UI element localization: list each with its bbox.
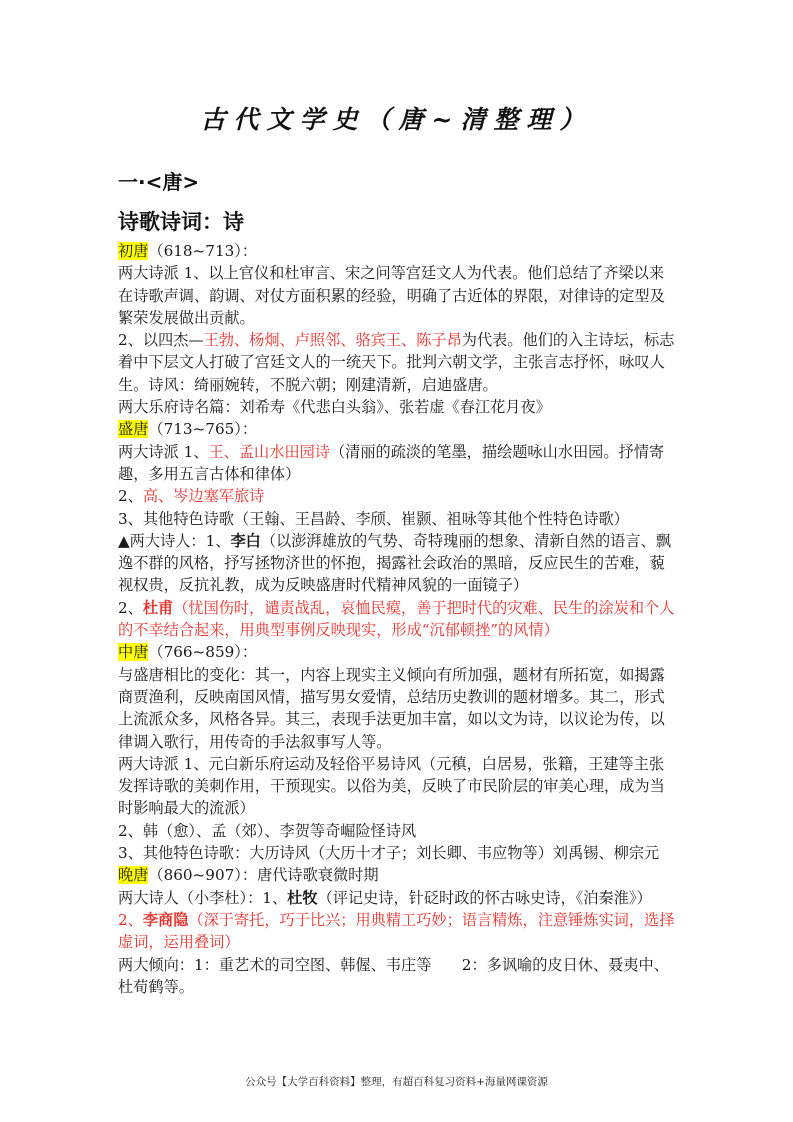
paragraph: 两大倾向：1：重艺术的司空图、韩偓、韦庄等 2：多讽喻的皮日休、聂夷中、杜荀鹤等。 bbox=[118, 955, 669, 996]
poet-name: 李商隐 bbox=[142, 910, 189, 929]
paragraph: 与盛唐相比的变化：其一，内容上现实主义倾向有所加强，题材有所拓宽，如揭露商贾渔利，反映南国风情，描写男女爱情，总结历史教训的题材增多。其二，形式上流派众多，风格各异。其三，表现手法更加丰富，如以文为诗，以议论为传，以律调入歌行，用传奇的手法叙事写人等。 bbox=[118, 665, 665, 751]
text: 2、 bbox=[118, 910, 143, 929]
period-dates: （766~859）： bbox=[148, 643, 258, 662]
document-body bbox=[118, 240, 678, 998]
footer-note: 公众号【大学百科资料】整理，有超百科复习资料+海量网课资源 bbox=[245, 1076, 548, 1088]
section-heading: 一·<唐> bbox=[118, 170, 200, 194]
text: （评记史诗，针砭时政的怀古咏史诗，《泊秦淮》） bbox=[317, 888, 652, 907]
paragraph bbox=[118, 909, 678, 954]
period-label-early-tang: 初唐 bbox=[118, 242, 149, 260]
paragraph: 两大诗派 1、元白新乐府运动及轻俗平易诗风（元稹，白居易，张籍，王建等主张发挥诗歌的美刺作用，干预现实。以俗为美，反映了市民阶层的审美心理，成为当时影响最大的流派） bbox=[118, 754, 665, 818]
late-tang-heading bbox=[118, 864, 678, 886]
red-names: 王勃、杨炯、卢照邻、骆宾王、陈子昂 bbox=[203, 331, 462, 350]
paragraph bbox=[118, 530, 678, 597]
period-label-late-tang: 晚唐 bbox=[118, 866, 149, 885]
red-text: 高、岑边塞军旅诗 bbox=[142, 487, 265, 506]
period-dates: （713~765）： bbox=[148, 420, 258, 439]
text: 为代表。他们的入主诗坛，标志着中下层文人打破了宫廷文人的一统天下。批判六朝文学，主张言志抒怀，咏叹人生。诗风：绮丽婉转，不脱六朝；刚建清新，启迪盛唐。 bbox=[118, 331, 675, 394]
early-tang-heading bbox=[118, 240, 678, 262]
period-label-mid-tang: 中唐 bbox=[118, 643, 149, 662]
paragraph: 3、其他特色诗歌（王翰、王昌龄、李颀、崔颢、祖咏等其他个性特色诗歌） bbox=[118, 509, 629, 528]
text: 2、 bbox=[118, 487, 143, 506]
period-dates: （860~907）：唐代诗歌衰微时期 bbox=[148, 866, 379, 885]
paragraph bbox=[118, 485, 678, 507]
paragraph: 3、其他特色诗歌：大历诗风（大历十才子；刘长卿、韦应物等）刘禹锡、柳宗元 bbox=[118, 844, 660, 863]
period-label-high-tang: 盛唐 bbox=[118, 420, 149, 439]
red-text: （忧国伤时，谴责战乱，哀恤民瘼，善于把时代的灾难、民生的涂炭和个人的不幸结合起来，用典型事例反映现实，形成“沉郁顿挫”的风情） bbox=[118, 598, 675, 640]
red-text: （深于寄托，巧于比兴；用典精工巧妙；语言精炼，注意锤炼实词，选择虚词，运用叠词） bbox=[118, 910, 675, 952]
subsection-heading: 诗歌诗词：诗 bbox=[118, 210, 244, 234]
poet-name: 杜牧 bbox=[287, 888, 318, 907]
text: ▲两大诗人：1、 bbox=[118, 531, 231, 550]
paragraph: 两大诗派 1、以上官仪和杜审言、宋之问等宫廷文人为代表。他们总结了齐梁以来在诗歌声调、韵调、对仗方面积累的经验，明确了古近体的界限，对律诗的定型及繁荣发展做出贡献。 bbox=[118, 264, 665, 327]
paragraph: 两大乐府诗名篇：刘希寿《代悲白头翁》、张若虚《春江花月夜》 bbox=[118, 398, 551, 417]
red-text: 王、孟山水田园诗 bbox=[208, 442, 330, 461]
mid-tang-heading bbox=[118, 641, 678, 663]
text: 2、以四杰— bbox=[118, 331, 204, 350]
text: 2、 bbox=[118, 598, 143, 617]
text: 两大诗人（小李杜）：1、 bbox=[118, 888, 288, 907]
poet-name: 李白 bbox=[230, 531, 261, 550]
paragraph bbox=[118, 887, 678, 909]
page-title: 古代文学史（唐~清整理） bbox=[200, 105, 593, 134]
text: 两大诗派 1、 bbox=[118, 442, 209, 461]
period-dates: （618~713）： bbox=[148, 242, 258, 260]
paragraph: 2、韩（愈）、孟（郊）、李贺等奇崛险怪诗风 bbox=[118, 821, 417, 840]
poet-name: 杜甫 bbox=[142, 598, 174, 617]
text: （以澎湃雄放的气势、奇特瑰丽的想象、清新自然的语言、飘逸不群的风格，抒写拯物济世的怀抱，揭露社会政治的黑暗，反应民生的苦难，藐视权贵，反抗礼教，成为反映盛唐时代精神风貌的一面镜子） bbox=[118, 531, 671, 595]
text: （清丽的疏淡的笔墨，描绘题咏山水田园。抒情寄趣，多用五言古体和律体） bbox=[118, 442, 665, 483]
paragraph bbox=[118, 441, 678, 486]
high-tang-heading bbox=[118, 418, 678, 440]
paragraph bbox=[118, 329, 678, 396]
paragraph bbox=[118, 597, 678, 642]
